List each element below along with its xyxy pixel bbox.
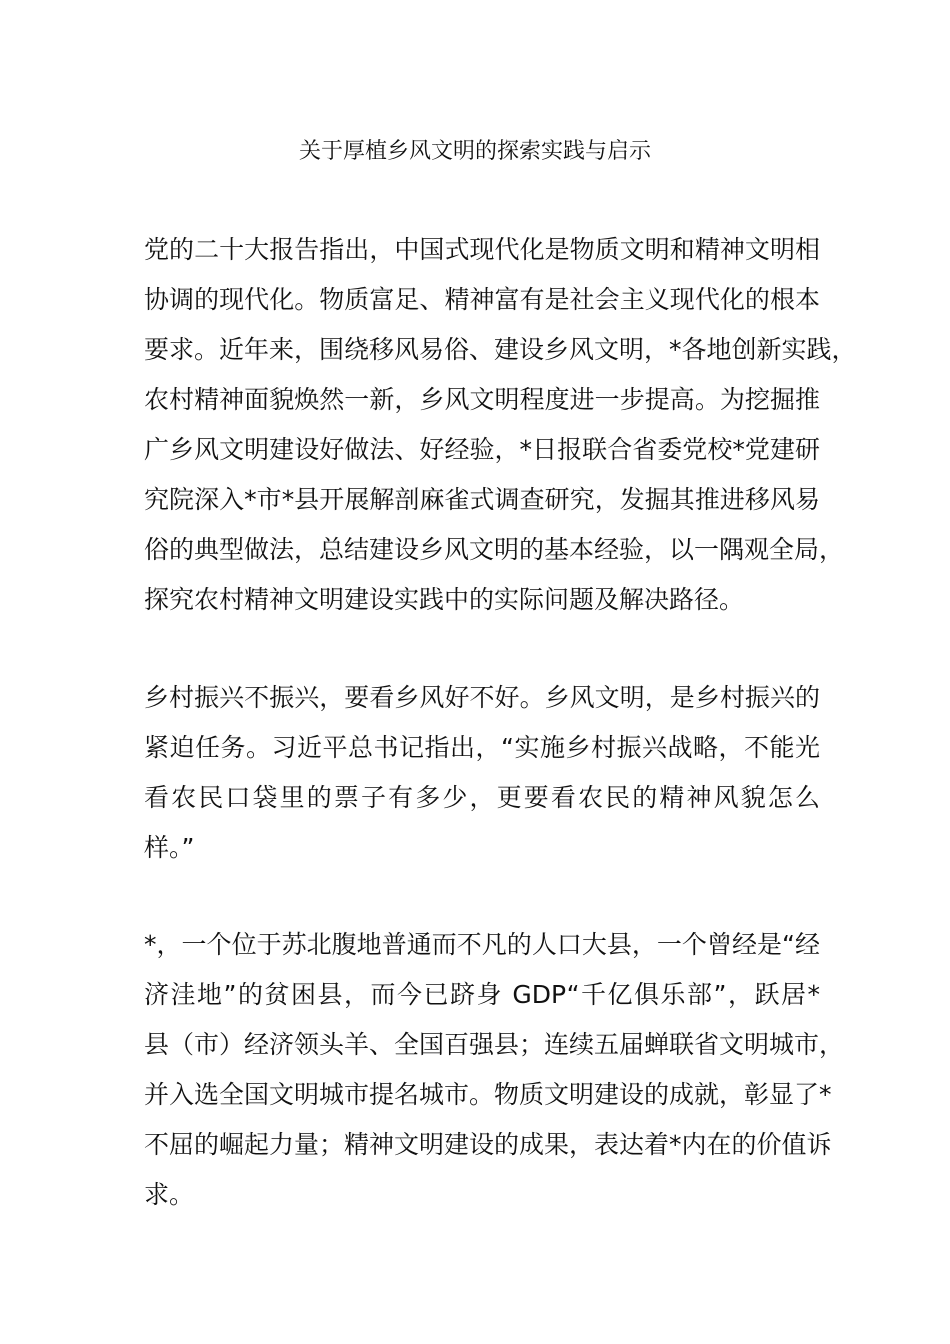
paragraph-line: 协调的现代化。物质富足、精神富有是社会主义现代化的根本 (144, 285, 820, 314)
paragraph-line: 广乡风文明建设好做法、好经验，*日报联合省委党校*党建研 (144, 435, 820, 464)
paragraph-line: 不屈的崛起力量；精神文明建设的成果，表达着*内在的价值诉 (144, 1130, 832, 1159)
document-title: 关于厚植乡风文明的探索实践与启示 (298, 139, 651, 164)
paragraph-line: 并入选全国文明城市提名城市。物质文明建设的成就，彰显了* (144, 1080, 832, 1109)
paragraph-line: 乡村振兴不振兴，要看乡风好不好。乡风文明，是乡村振兴的 (144, 683, 820, 712)
paragraph-line: 看农民口袋里的票子有多少，更要看农民的精神风貌怎么 (144, 783, 820, 812)
paragraph-line: 县（市）经济领头羊、全国百强县；连续五届蝉联省文明城市， (144, 1030, 845, 1059)
paragraph-1 (144, 225, 857, 625)
paragraph-line: *，一个位于苏北腹地普通而不凡的人口大县，一个曾经是“经 (144, 930, 820, 959)
paragraph-2 (144, 673, 820, 873)
paragraph-line: 农村精神面貌焕然一新，乡风文明程度进一步提高。为挖掘推 (144, 385, 820, 414)
paragraph-line: 求。 (144, 1180, 195, 1209)
paragraph-line: 究院深入*市*县开展解剖麻雀式调查研究，发掘其推进移风易 (144, 485, 820, 514)
paragraph-line: 紧迫任务。习近平总书记指出，“实施乡村振兴战略，不能光 (144, 733, 820, 762)
paragraph-line: 探究农村精神文明建设实践中的实际问题及解决路径。 (144, 585, 745, 614)
paragraph-line: 俗的典型做法，总结建设乡风文明的基本经验，以一隅观全局， (144, 535, 845, 564)
paragraph-line: 济洼地”的贫困县，而今已跻身 GDP“千亿俱乐部”，跃居* (144, 980, 820, 1009)
paragraph-line: 要求。近年来，围绕移风易俗、建设乡风文明，*各地创新实践， (144, 335, 857, 364)
paragraph-line: 党的二十大报告指出，中国式现代化是物质文明和精神文明相 (144, 235, 820, 264)
paragraph-3 (144, 920, 845, 1220)
paragraph-line: 样。” (144, 833, 195, 862)
